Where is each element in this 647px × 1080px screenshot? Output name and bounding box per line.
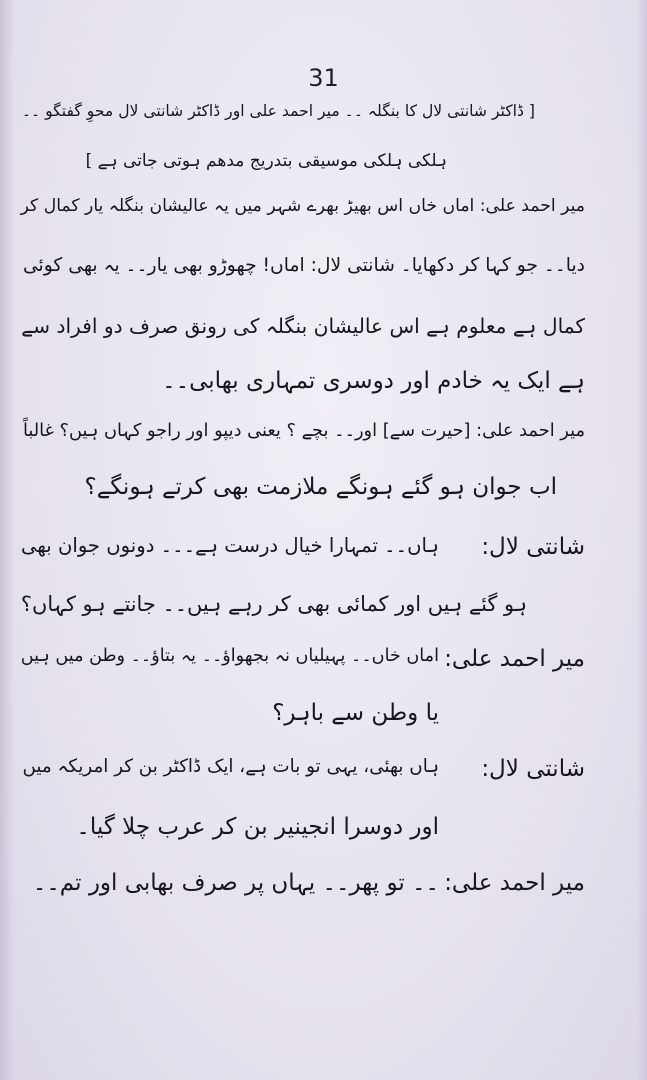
dialogue-line: ہو گئے ہیں اور کمائی بھی کر رہے ہیں۔۔ جانتے ہو کہاں؟: [20, 592, 527, 616]
speaker-label: میر احمد علی:: [444, 870, 585, 896]
speaker-label: شانتی لال:: [481, 756, 585, 782]
paragraph-2-line-1: میر احمد علی: [حیرت سے] اور۔۔ بچے ؟ یعنی دیپو اور راجو کہاں ہیں؟ غالباً: [22, 420, 585, 441]
dialogue-line: ۔۔ تو پھر۔۔ یہاں پر صرف بھابی اور تم۔۔: [32, 870, 439, 896]
dialogue-line: ہاں بھئی، یہی تو بات ہے، ایک ڈاکٹر بن کر امریکہ میں: [22, 756, 439, 777]
speaker-label: میر احمد علی:: [444, 646, 585, 672]
stage-direction-line-2: ہلکی ہلکی موسیقی بتدریج مدھم ہوتی جاتی ہے ]: [85, 151, 447, 171]
paragraph-1-line-3: کمال ہے معلوم ہے اس عالیشان بنگلہ کی رونق صرف دو افراد سے: [21, 314, 585, 338]
paragraph-1-line-4: ہے ایک یہ خادم اور دوسری تمہاری بھابی۔۔: [162, 368, 585, 394]
paragraph-1-line-1: میر احمد علی: اماں خاں اس بھیڑ بھرے شہر میں یہ عالیشان بنگلہ یار کمال کر: [20, 196, 585, 216]
dialogue-line: ہاں۔۔ تمہارا خیال درست ہے۔۔۔ دونوں جوان بھی: [20, 534, 439, 557]
speaker-label: شانتی لال:: [481, 534, 585, 560]
dialogue-line: اماں خاں۔۔ پہیلیاں نہ بجھواؤ۔۔ یہ بتاؤ۔۔ وطن میں ہیں: [20, 646, 439, 666]
page-edge-shadow-left: [0, 0, 14, 1080]
stage-direction-line-1: [ ڈاکٹر شانتی لال کا بنگلہ ۔۔ میر احمد علی اور ڈاکٹر شانتی لال محوِ گفتگو ۔۔: [21, 102, 535, 120]
dialogue-line: اور دوسرا انجینیر بن کر عرب چلا گیا۔: [76, 814, 439, 840]
paragraph-2-line-2: اب جوان ہو گئے ہونگے ملازمت بھی کرتے ہونگے؟: [84, 474, 557, 500]
dialogue-line: یا وطن سے باہر؟: [272, 700, 439, 726]
page-edge-shadow-right: [637, 0, 647, 1080]
page-number: 31: [308, 64, 339, 92]
paragraph-1-line-2: دیا۔۔ جو کہا کر دکھایا۔ شانتی لال: اماں! چھوڑو بھی یار۔۔ یہ بھی کوئی: [22, 255, 585, 276]
